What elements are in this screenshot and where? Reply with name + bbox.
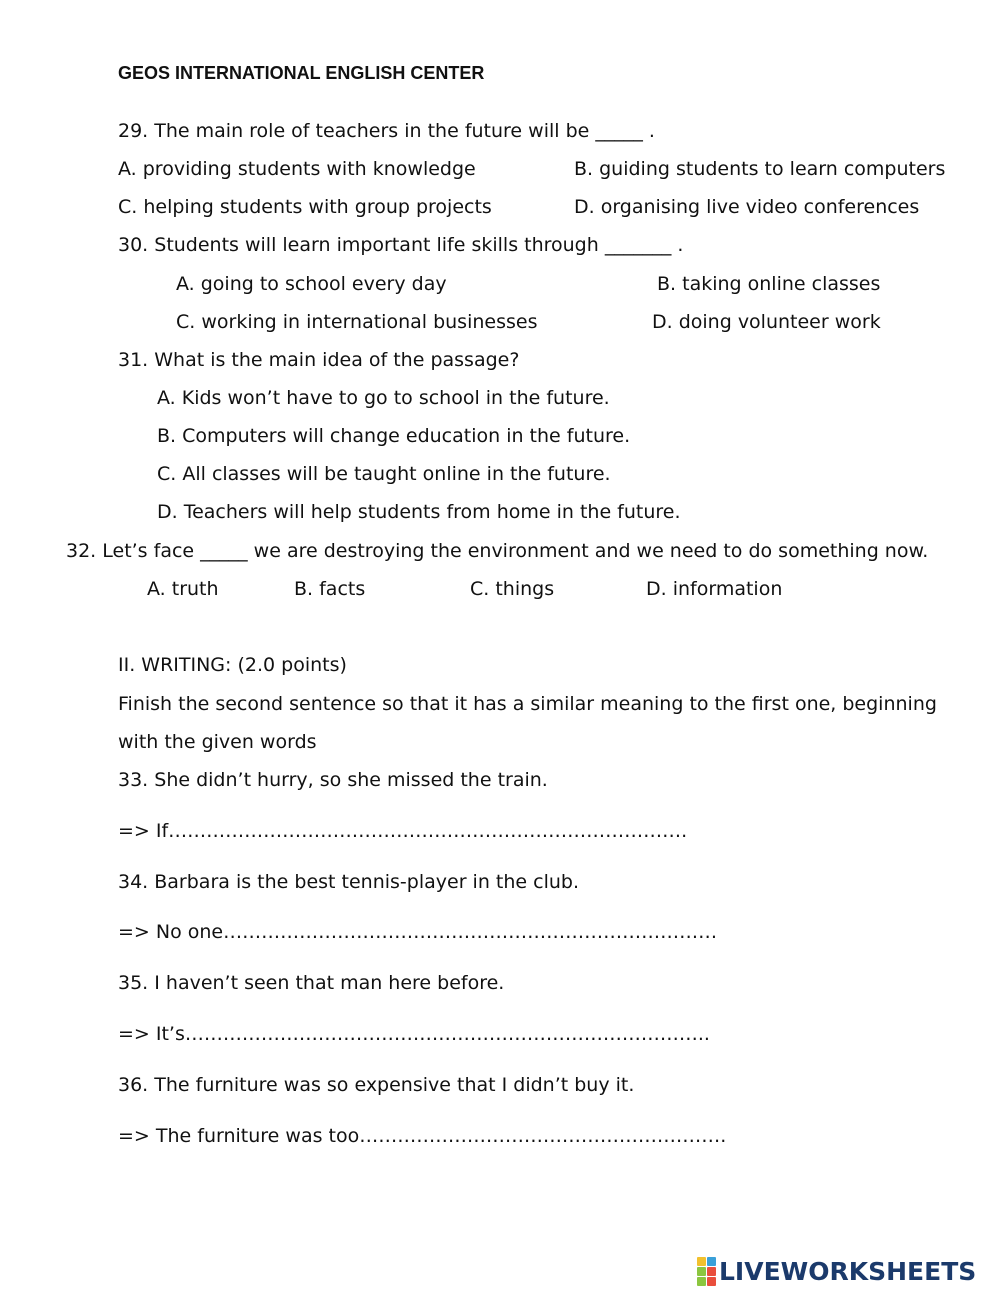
q34-answer-line[interactable]: => No one…………………………………………………………………… [118, 921, 718, 943]
q35-answer-line[interactable]: => It’s……………………………………………………………………….. [118, 1023, 710, 1045]
question-31: 31. What is the main idea of the passage? [118, 349, 520, 371]
question-36: 36. The furniture was so expensive that I didn’t buy it. [118, 1074, 635, 1096]
q30-option-c: C. working in international businesses [176, 311, 538, 333]
q32-option-d: D. information [646, 578, 783, 600]
logo-text: LIVEWORKSHEETS [719, 1256, 977, 1286]
q32-option-b: B. facts [294, 578, 366, 600]
q29-option-c: C. helping students with group projects [118, 196, 492, 218]
q29-option-a: A. providing students with knowledge [118, 158, 476, 180]
question-32: 32. Let’s face _____ we are destroying the environment and we need to do something now. [66, 540, 929, 562]
writing-instruction-line-2: with the given words [118, 731, 317, 753]
q32-option-a: A. truth [147, 578, 219, 600]
writing-section-title: II. WRITING: (2.0 points) [118, 654, 347, 676]
q31-option-c: C. All classes will be taught online in the future. [157, 463, 611, 485]
writing-instruction-line-1: Finish the second sentence so that it has a similar meaning to the first one, beginning [118, 693, 937, 715]
q31-option-a: A. Kids won’t have to go to school in the future. [157, 387, 610, 409]
q36-answer-line[interactable]: => The furniture was too…………………………………………………. [118, 1125, 727, 1147]
logo-square-6 [707, 1277, 716, 1286]
question-35: 35. I haven’t seen that man here before. [118, 972, 505, 994]
logo-mark-icon [697, 1257, 716, 1286]
q30-option-a: A. going to school every day [176, 273, 447, 295]
logo-square-2 [707, 1257, 716, 1266]
liveworksheets-logo [697, 1257, 976, 1285]
question-34: 34. Barbara is the best tennis-player in the club. [118, 871, 579, 893]
question-30: 30. Students will learn important life skills through _______ . [118, 234, 684, 256]
q33-answer-line[interactable]: => If………………………………………………………………………. [118, 820, 688, 842]
header-title: GEOS INTERNATIONAL ENGLISH CENTER [118, 63, 485, 83]
question-33: 33. She didn’t hurry, so she missed the train. [118, 769, 548, 791]
q29-option-d: D. organising live video conferences [574, 196, 920, 218]
q31-option-b: B. Computers will change education in the future. [157, 425, 631, 447]
logo-square-1 [697, 1257, 706, 1266]
logo-square-4 [707, 1267, 716, 1276]
question-29: 29. The main role of teachers in the future will be _____ . [118, 120, 655, 142]
q30-option-d: D. doing volunteer work [652, 311, 881, 333]
logo-square-3 [697, 1267, 706, 1276]
q31-option-d: D. Teachers will help students from home in the future. [157, 501, 681, 523]
q30-option-b: B. taking online classes [657, 273, 881, 295]
q32-option-c: C. things [470, 578, 555, 600]
q29-option-b: B. guiding students to learn computers [574, 158, 946, 180]
logo-square-5 [697, 1277, 706, 1286]
